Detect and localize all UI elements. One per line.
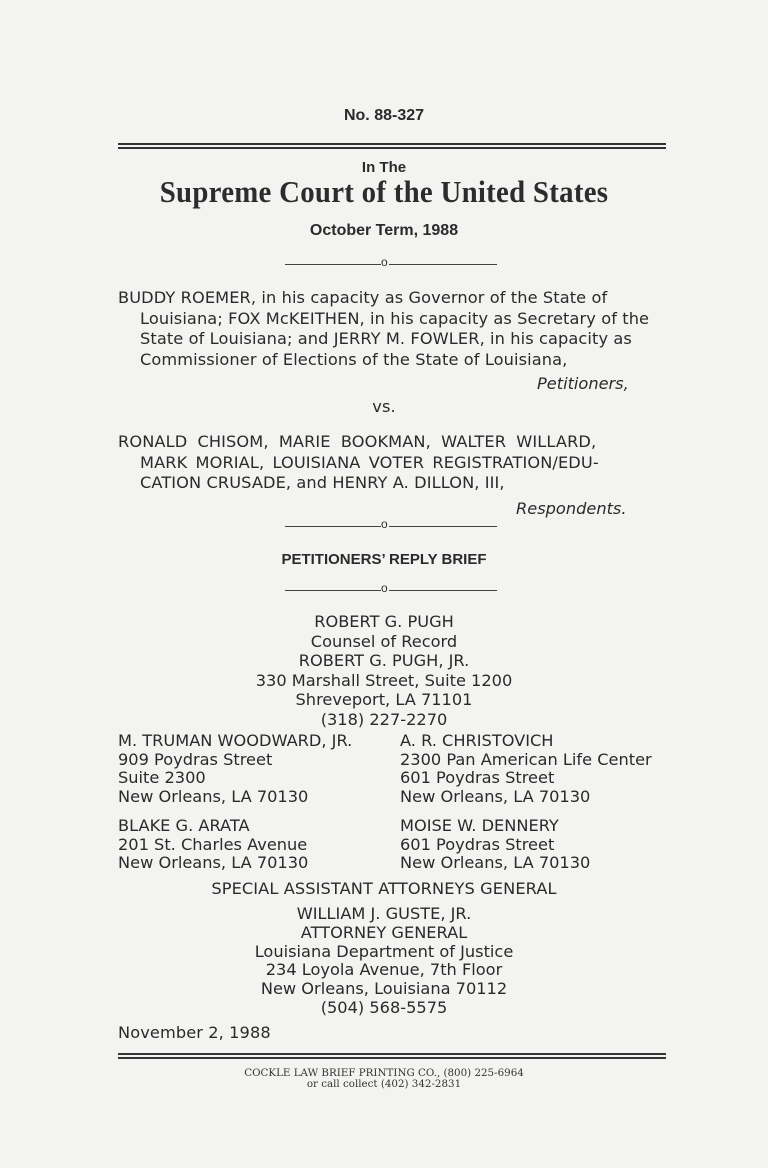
attorney-address-line: 909 Poydras Street (118, 749, 273, 769)
respondents-line-1: RONALD CHISOM, MARIE BOOKMAN, WALTER WILLARD, (118, 432, 597, 451)
court-name: Supreme Court of the United States (159, 174, 609, 209)
separator-2: o (285, 519, 497, 533)
attorney-name: BLAKE G. ARATA (118, 816, 250, 835)
respondents-line-2: MARK MORIAL, LOUISIANA VOTER REGISTRATION/EDU- (140, 452, 599, 472)
attorney-address-line: 201 St. Charles Avenue (118, 834, 308, 854)
attorney-address-line: New Orleans, LA 70130 (400, 853, 591, 873)
respondents-block (118, 432, 666, 494)
counsel-of-record-block (0, 612, 768, 729)
counsel-address-2: Shreveport, LA 71101 (295, 690, 473, 709)
respondents-line-3: CATION CRUSADE, and HENRY A. DILLON, III, (140, 473, 505, 492)
attorney-christovich (400, 732, 652, 807)
attorney-address-line: New Orleans, LA 70130 (118, 787, 309, 807)
ag-address-1: 234 Loyola Avenue, 7th Floor (265, 960, 503, 980)
petitioners-role: Petitioners, (537, 374, 629, 393)
attorney-address-line: 601 Poydras Street (400, 768, 555, 788)
attorney-address-line: Suite 2300 (118, 768, 206, 788)
printer-line-2: or call collect (402) 342-2831 (306, 1078, 462, 1090)
attorney-dennery (400, 817, 590, 873)
ag-phone: (504) 568-5575 (320, 997, 448, 1017)
versus: vs. (372, 397, 396, 416)
counsel-address-1: 330 Marshall Street, Suite 1200 (255, 670, 513, 690)
double-rule-bottom (118, 1053, 666, 1059)
double-rule-top (118, 143, 666, 149)
petitioners-line-4: Commissioner of Elections of the State of Louisiana, (140, 349, 568, 369)
court-term: October Term, 1988 (309, 222, 459, 239)
attorney-address-line: New Orleans, LA 70130 (118, 853, 309, 873)
document-title: PETITIONERS’ REPLY BRIEF (281, 551, 487, 568)
special-assistant-label: SPECIAL ASSISTANT ATTORNEYS GENERAL (211, 879, 557, 898)
ag-address-2: New Orleans, Louisiana 70112 (260, 979, 508, 999)
attorney-arata (118, 817, 308, 873)
petitioners-line-2: Louisiana; FOX McKEITHEN, in his capacity as Secretary of the (140, 308, 650, 328)
docket-number: No. 88-327 (343, 107, 425, 124)
attorney-address-line: New Orleans, LA 70130 (400, 787, 591, 807)
attorney-general-block (0, 905, 768, 1018)
separator-3: o (285, 583, 497, 597)
counsel-phone: (318) 227-2270 (320, 709, 448, 729)
respondents-role: Respondents. (516, 499, 627, 518)
ag-dept: Louisiana Department of Justice (254, 941, 514, 961)
attorney-address-line: 601 Poydras Street (400, 834, 555, 854)
attorney-woodward (118, 732, 352, 807)
printer-credit (0, 1068, 768, 1090)
counsel-name-2: ROBERT G. PUGH, JR. (298, 651, 470, 670)
filing-date: November 2, 1988 (118, 1023, 271, 1042)
attorney-address-line: 2300 Pan American Life Center (400, 749, 652, 769)
printer-line-1: COCKLE LAW BRIEF PRINTING CO., (800) 225-6964 (244, 1067, 524, 1079)
counsel-name: ROBERT G. PUGH (314, 612, 454, 631)
petitioners-line-1: BUDDY ROEMER, in his capacity as Governor of the State of (118, 288, 608, 307)
separator-1: o (285, 257, 497, 271)
court-preamble: In The (361, 159, 407, 176)
petitioners-block (118, 288, 666, 370)
attorney-name: MOISE W. DENNERY (400, 816, 559, 835)
ag-title: ATTORNEY GENERAL (300, 922, 468, 942)
petitioners-line-3: State of Louisiana; and JERRY M. FOWLER, in his capacity as (140, 329, 632, 348)
attorney-name: M. TRUMAN WOODWARD, JR. (118, 731, 353, 750)
attorney-name: A. R. CHRISTOVICH (400, 731, 554, 750)
counsel-title: Counsel of Record (310, 631, 458, 651)
ag-name: WILLIAM J. GUSTE, JR. (296, 904, 472, 923)
